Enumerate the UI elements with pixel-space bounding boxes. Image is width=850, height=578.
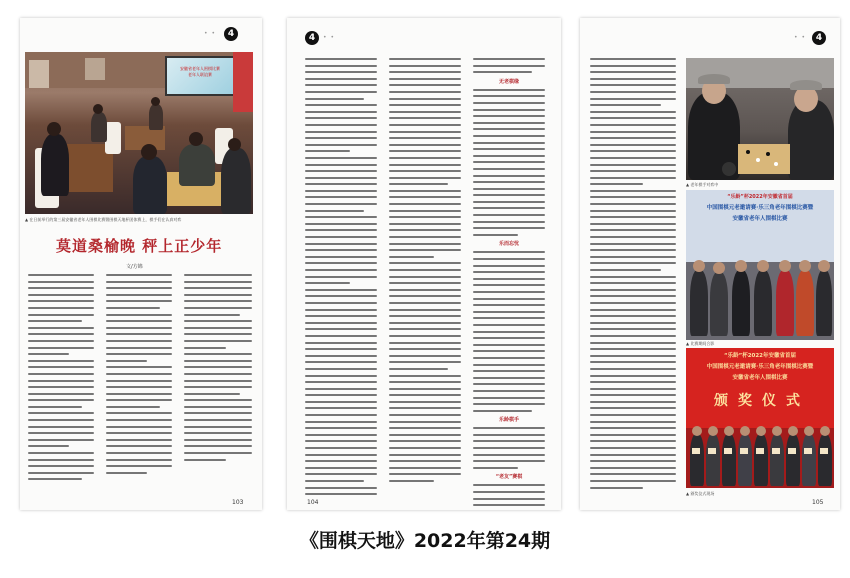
page-number: 104 bbox=[307, 499, 319, 506]
chapter-badge: 4 bbox=[812, 31, 826, 45]
badge-dots: • • bbox=[323, 34, 335, 41]
text-column-2 bbox=[106, 274, 172, 478]
issue-caption: 《围棋天地》2022年第24期 bbox=[299, 530, 551, 552]
text-column-1 bbox=[590, 58, 676, 493]
article-title: 莫道桑榆晚 秤上正少年 bbox=[56, 237, 223, 255]
chapter-badge: 4 bbox=[305, 31, 319, 45]
photo-caption: ▲ 老年棋手对弈中 bbox=[686, 182, 719, 187]
article-author: 文/方锦 bbox=[126, 264, 143, 270]
tournament-hall-photo bbox=[25, 52, 253, 214]
text-column-3 bbox=[473, 58, 545, 510]
section-heading: 乐龄棋手 bbox=[498, 417, 519, 424]
page-104 bbox=[287, 18, 561, 510]
section-heading: “老友”赛棋 bbox=[495, 474, 523, 481]
text-column-2 bbox=[389, 58, 461, 487]
badge-dots: • • bbox=[204, 30, 216, 37]
go-players-photo bbox=[686, 58, 834, 180]
page-number: 103 bbox=[232, 499, 244, 506]
text-column-1 bbox=[28, 274, 94, 485]
photo-caption: ▲ 颁奖仪式现场 bbox=[686, 491, 715, 496]
award-ceremony-photo bbox=[686, 348, 834, 488]
page-103 bbox=[20, 18, 262, 510]
ceremony-banner: “乐龄”杯2022年安徽省首届 中国围棋元老邀请赛·乐三角老年围棋比赛暨 安徽省老年人围棋比赛 bbox=[706, 353, 814, 381]
badge-dots: • • bbox=[794, 34, 806, 41]
hall-screen: 安徽省老年人围棋比赛 老年人联谊赛 bbox=[165, 56, 235, 96]
chapter-badge: 4 bbox=[224, 27, 238, 41]
group-photo bbox=[686, 190, 834, 340]
ceremony-title: 颁奖仪式 bbox=[714, 393, 810, 409]
event-banner: “乐龄”杯2022年安徽省首届 中国围棋元老邀请赛·乐三角老年围棋比赛暨 安徽省老年人围棋比赛 bbox=[706, 194, 814, 222]
photo-caption: ▲ 在日前举行的第三届安徽省老年人围棋比赛暨围棋天地杯团体赛上，棋手们在认真对弈 bbox=[25, 217, 182, 222]
page-105 bbox=[580, 18, 840, 510]
section-heading: 无老棋缘 bbox=[498, 78, 519, 85]
text-column-3 bbox=[184, 274, 252, 465]
photo-caption: ▲ 比赛期间合影 bbox=[686, 341, 715, 346]
section-heading: 乐而忘忧 bbox=[498, 241, 519, 248]
page-number: 105 bbox=[812, 499, 824, 506]
text-column-1 bbox=[305, 58, 377, 500]
